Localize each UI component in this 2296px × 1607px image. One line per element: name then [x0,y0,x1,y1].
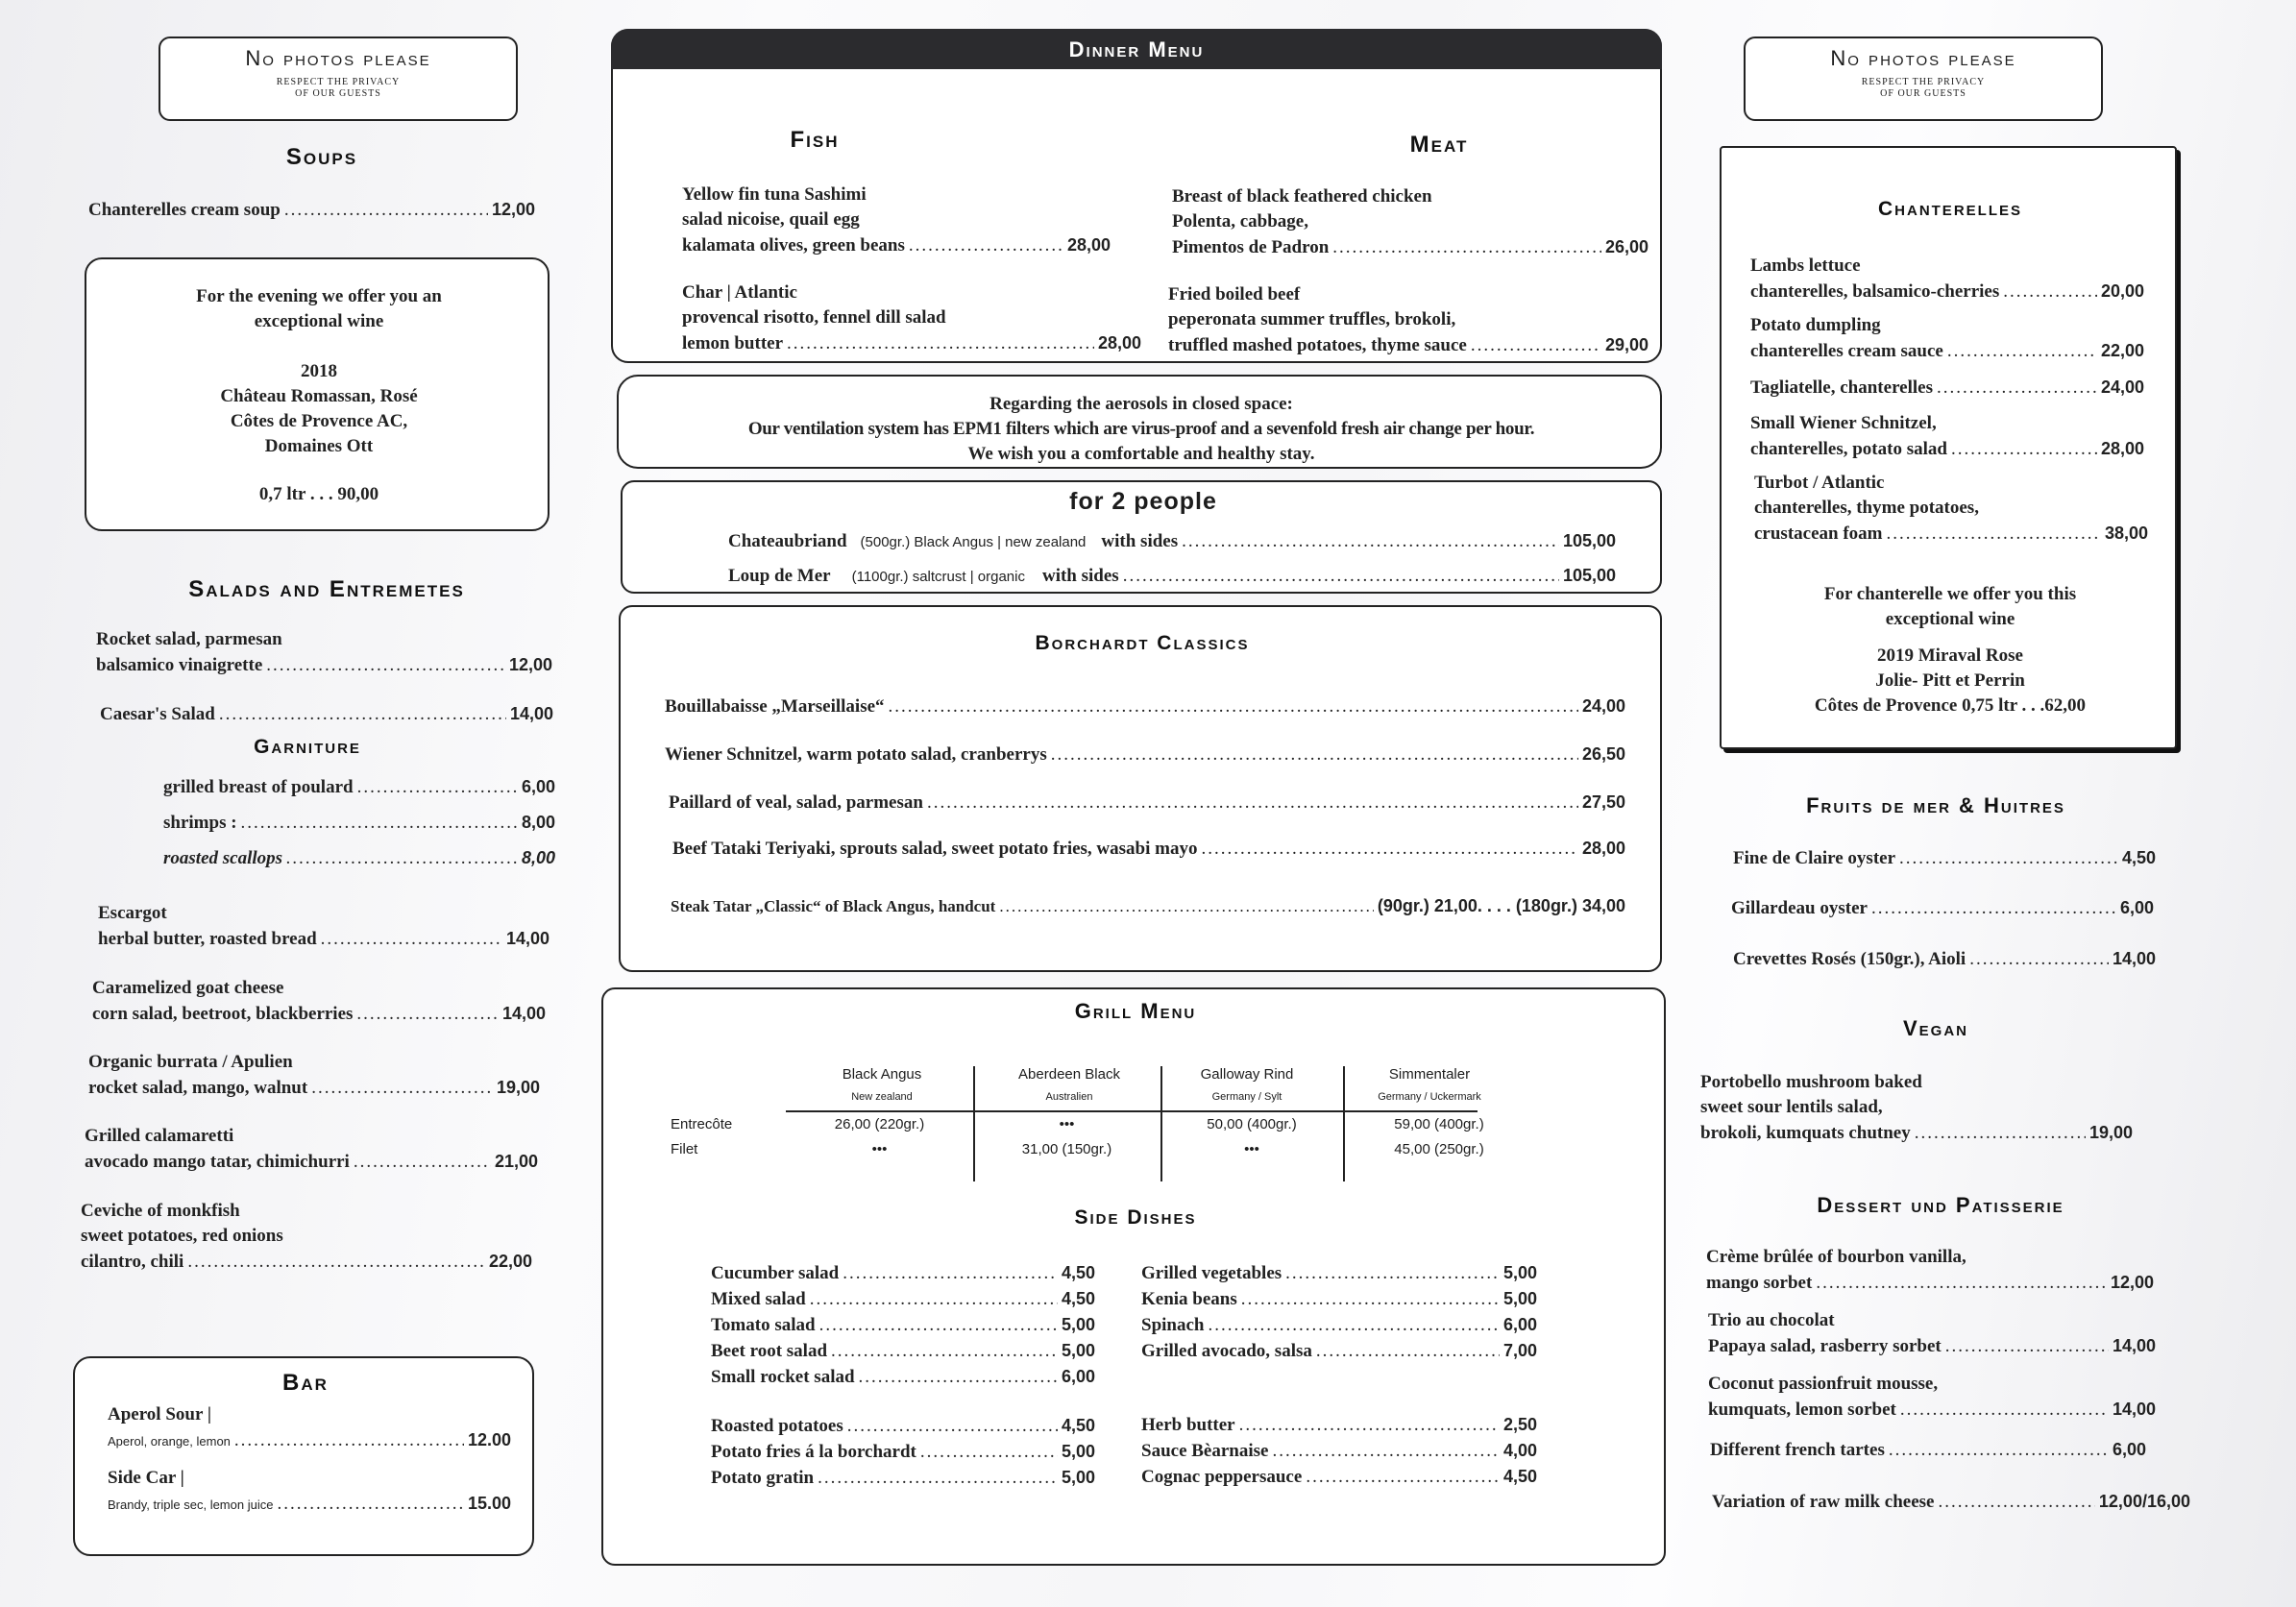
item-desc: sweet potatoes, red onions [81,1226,283,1246]
menu-item [98,901,550,952]
menu-item [96,627,552,678]
item-name: Trio au chocolat [1708,1310,1835,1330]
item-name: Fine de Claire oyster [1733,848,1896,868]
item-name: Mixed salad [711,1289,806,1309]
item-name: Fried boiled beef [1168,284,1301,304]
chanterelle-wine-line: 2019 Miraval Rose [1877,645,2023,666]
item-name: Small rocket salad [711,1367,855,1387]
item-price: 22,00 [488,1252,532,1271]
item-price: 14,00 [509,704,553,723]
item-desc: herbal butter, roasted bread [98,929,317,949]
item-price: 19,00 [496,1078,540,1097]
dinner-menu-box [611,29,1662,363]
item-price: 26,00 [1604,237,1649,256]
grill-col-origin: New zealand [851,1091,913,1103]
item-price: 2,50 [1502,1415,1537,1434]
item-desc: salad nicoise, quail egg [682,209,860,230]
item-name: Roasted potatoes [711,1416,843,1436]
item-desc: kumquats, lemon sorbet [1708,1400,1896,1420]
item-name: Turbot / Atlantic [1754,473,1885,493]
grill-row-cut: Entrecôte [671,1116,733,1132]
item-name: Lambs lettuce [1750,256,1861,276]
wine-name: Château Romassan, Rosé [220,386,418,406]
item-price: 105,00 [1562,531,1616,550]
menu-item [163,845,555,871]
item-price: 6,00 [1061,1367,1095,1386]
menu-item [672,836,1625,862]
menu-item [1141,1260,1537,1286]
item-name: Paillard of veal, salad, parmesan [669,792,923,813]
item-name: Sauce Bèarnaise [1141,1441,1269,1461]
fruits-de-mer-heading: Fruits de mer & Huitres [1806,793,2065,817]
item-name: Crevettes Rosés (150gr.), Aioli [1733,949,1966,969]
wine-year: 2018 [301,361,337,381]
item-desc: sweet sour lentils salad, [1700,1097,1883,1117]
item-price: 27,50 [1581,792,1625,812]
menu-item [711,1465,1095,1491]
chanterelle-wine-line: Jolie- Pitt et Perrin [1875,670,2025,691]
no-photos-subtitle: RESPECT THE PRIVACY [1861,77,1986,87]
item-desc: lemon butter [682,333,784,353]
grill-cell: ••• [1244,1141,1259,1157]
item-price: 105,00 [1562,566,1616,585]
item-name: Crème brûlée of bourbon vanilla, [1706,1247,1966,1267]
item-price: 5,00 [1061,1315,1095,1334]
menu-item [1750,313,2144,364]
item-name: Gillardeau oyster [1731,898,1868,918]
for-two-box [621,480,1662,594]
item-name: Potato dumpling [1750,315,1881,335]
item-name: Aperol Sour | [108,1404,211,1424]
menu-item [1750,375,2144,401]
garniture-heading: Garniture [254,736,361,758]
salads-heading: Salads and Entremetes [188,576,465,602]
menu-item [88,197,535,223]
item-price: 24,00 [1581,696,1625,716]
item-name: Potato fries á la borchardt [711,1442,916,1462]
grill-box [601,987,1666,1566]
item-name: Ceviche of monkfish [81,1201,240,1221]
menu-item [92,976,546,1027]
item-price: 5,00 [1502,1263,1537,1282]
item-name: Caesar's Salad [100,704,215,724]
vegan-heading: Vegan [1902,1016,1968,1040]
menu-item [711,1364,1095,1390]
classics-box [619,605,1662,972]
item-price: 14,00 [2112,1336,2156,1355]
item-desc: peperonata summer truffles, brokoli, [1168,309,1456,329]
chanterelle-wine-line: Côtes de Provence 0,75 ltr . . .62,00 [1814,695,2087,716]
menu-item [1750,254,2144,304]
item-name: Rocket salad, parmesan [96,629,282,649]
grill-col-name: Simmentaler [1388,1066,1471,1083]
item-price: 22,00 [2100,341,2144,360]
item-price: 14,00 [2112,1400,2156,1419]
item-name: Kenia beans [1141,1289,1237,1309]
item-price: 8,00 [521,848,555,867]
menu-item [1141,1312,1537,1338]
item-desc: mango sorbet [1706,1273,1813,1293]
item-name: Small Wiener Schnitzel, [1750,413,1937,433]
item-name: Tagliatelle, chanterelles [1750,377,1933,398]
item-desc: chanterelles cream sauce [1750,341,1943,361]
wine-offer-box [85,257,550,531]
grill-col-name: Aberdeen Black [1018,1066,1120,1083]
menu-item [1733,946,2156,972]
item-price: 12,00 [508,655,552,674]
grill-col-name: Galloway Rind [1200,1066,1294,1083]
menu-item [711,1439,1095,1465]
no-photos-title: No photos please [1830,46,2016,70]
item-name: Grilled calamaretti [85,1126,234,1146]
item-desc: chanterelles, thyme potatoes, [1754,498,1979,518]
item-name: Char | Atlantic [682,282,797,303]
item-price: 28,00 [1581,839,1625,858]
item-price: 4,00 [1502,1441,1537,1460]
item-name: Beef Tataki Teriyaki, sprouts salad, sweet potato fries, wasabi mayo [672,839,1198,859]
no-photos-notice-left [159,37,518,121]
wine-offer-line: exceptional wine [254,311,384,331]
item-name: Organic burrata / Apulien [88,1052,293,1072]
meat-heading: Meat [1409,132,1469,158]
item-detail: (1100gr.) saltcrust | organic [851,569,1025,585]
menu-item [1712,1489,2190,1515]
item-price: 12,00 [2110,1273,2154,1292]
item-price: 6,00 [1502,1315,1537,1334]
wine-name: Côtes de Provence AC, [230,411,408,431]
item-price: 7,00 [1502,1341,1537,1360]
item-price: 5,00 [1502,1289,1537,1308]
item-desc: Polenta, cabbage, [1172,211,1308,231]
grill-col-origin: Germany / Sylt [1211,1091,1282,1103]
menu-item [665,694,1625,719]
menu-item [711,1286,1095,1312]
item-name: Chateaubriand [728,531,847,551]
item-price: 15.00 [467,1494,511,1513]
grill-col-origin: Germany / Uckermark [1378,1091,1481,1103]
item-desc: cilantro, chili [81,1252,184,1272]
notice-line: We wish you a comfortable and healthy stay. [967,444,1315,464]
item-desc: Papaya salad, rasberry sorbet [1708,1336,1942,1356]
grill-cell: ••• [1059,1116,1075,1132]
menu-item [669,790,1625,816]
menu-item [711,1312,1095,1338]
item-name: Grilled vegetables [1141,1263,1282,1283]
notice-line: Regarding the aerosols in closed space: [989,394,1293,414]
item-price: 38,00 [2104,523,2148,543]
item-desc: chanterelles, potato salad [1750,439,1947,459]
item-price: 26,50 [1581,744,1625,764]
grill-col-name: Black Angus [842,1066,922,1083]
item-price: 14,00 [501,1004,546,1023]
item-name: Bouillabaisse „Marseillaise“ [665,696,885,717]
no-photos-subtitle: RESPECT THE PRIVACY [276,77,401,87]
dinner-menu-title: Dinner Menu [611,29,1662,69]
item-name: Side Car | [108,1468,184,1488]
item-price: (90gr.) 21,00. . . . (180gr.) 34,00 [1377,896,1625,915]
item-price: 19,00 [2088,1123,2133,1142]
menu-item [108,1402,511,1454]
item-price: 20,00 [2100,281,2144,301]
item-price: 12,00/16,00 [2098,1492,2190,1511]
item-name: Cognac peppersauce [1141,1467,1303,1487]
item-desc: avocado mango tatar, chimichurri [85,1152,350,1172]
item-price: 12,00 [491,200,535,219]
item-name: Herb butter [1141,1415,1235,1435]
menu-item [100,701,553,727]
menu-item [1141,1286,1537,1312]
menu-item [81,1199,532,1275]
item-price: 14,00 [505,929,550,948]
wine-price: 0,7 ltr . . . 90,00 [258,484,379,504]
item-price: 5,00 [1061,1442,1095,1461]
item-price: 5,00 [1061,1341,1095,1360]
menu-item [711,1338,1095,1364]
item-desc: Brandy, triple sec, lemon juice [108,1497,274,1512]
item-sides: with sides [1041,566,1119,586]
item-name: Portobello mushroom baked [1700,1072,1922,1092]
grill-header-rule [786,1110,1478,1112]
item-desc: kalamata olives, green beans [682,235,905,256]
bar-heading: Bar [282,1370,329,1396]
item-price: 28,00 [1066,235,1111,255]
no-photos-notice-right [1744,37,2103,121]
sides-right-list [1141,1260,1537,1490]
classics-heading: Borchardt Classics [1035,632,1250,654]
item-price: 4,50 [1061,1416,1095,1435]
grill-cell: ••• [871,1141,888,1157]
item-price: 5,00 [1061,1468,1095,1487]
chanterelles-heading: Chanterelles [1877,198,2022,220]
item-price: 4,50 [1061,1263,1095,1282]
menu-item [163,774,555,800]
item-price: 29,00 [1604,335,1649,354]
item-price: 24,00 [2100,377,2144,397]
bar-box [73,1356,534,1556]
menu-item [1710,1437,2146,1463]
menu-item [1708,1372,2156,1423]
item-sides: with sides [1101,531,1179,551]
grill-cell: 50,00 (400gr.) [1207,1116,1297,1132]
menu-item [108,1466,511,1518]
item-name: Grilled avocado, salsa [1141,1341,1312,1361]
item-price: 4,50 [1502,1467,1537,1486]
item-price: 4,50 [1061,1289,1095,1308]
item-name: Yellow fin tuna Sashimi [682,184,867,205]
item-name: Cucumber salad [711,1263,840,1283]
menu-item [1141,1338,1537,1364]
menu-item [665,742,1625,767]
item-desc: balsamico vinaigrette [96,655,263,675]
item-desc: corn salad, beetroot, blackberries [92,1004,354,1024]
item-name: Loup de Mer [728,566,831,586]
item-name: Steak Tatar „Classic“ of Black Angus, handcut [671,897,996,915]
item-price: 14,00 [2112,949,2156,968]
item-price: 12.00 [467,1430,511,1449]
menu-item [1141,1464,1537,1490]
grill-cell: 45,00 (250gr.) [1394,1141,1484,1157]
menu-item [1706,1245,2154,1296]
menu-item [88,1050,540,1101]
item-price: 6,00 [2119,898,2154,917]
item-price: 4,50 [2121,848,2156,867]
grill-heading: Grill Menu [1074,999,1197,1023]
item-name: Potato gratin [711,1468,815,1488]
item-detail: (500gr.) Black Angus | new zealand [860,534,1087,550]
item-price: 28,00 [1097,333,1141,353]
item-name: Caramelized goat cheese [92,978,284,998]
menu-item [728,528,1616,555]
menu-item [1172,184,1649,260]
item-name: Wiener Schnitzel, warm potato salad, cranberrys [665,744,1047,765]
chanterelle-wine-line: For chanterelle we offer you this [1823,584,2077,604]
menu-item [163,810,555,836]
grill-cell: 26,00 (220gr.) [834,1116,925,1132]
item-name: shrimps : [163,813,237,833]
item-name: Beet root salad [711,1341,828,1361]
menu-item [1731,895,2154,921]
item-price: 28,00 [2100,439,2144,458]
item-price: 6,00 [2112,1440,2146,1459]
item-name: Tomato salad [711,1315,816,1335]
item-price: 21,00 [494,1152,538,1171]
no-photos-title: No photos please [245,46,431,70]
item-desc: rocket salad, mango, walnut [88,1078,308,1098]
menu-item [1708,1308,2156,1359]
item-name: Spinach [1141,1315,1205,1335]
item-price: 8,00 [521,813,555,832]
wine-offer-line: For the evening we offer you an [196,286,442,306]
no-photos-subtitle: OF OUR GUESTS [295,88,381,99]
item-desc: Aperol, orange, lemon [108,1434,231,1449]
wine-name: Domaines Ott [264,436,374,456]
menu-item [1754,471,2148,547]
sides-left-list [711,1260,1095,1491]
chanterelles-box [1720,146,2177,749]
item-desc: truffled mashed potatoes, thyme sauce [1168,335,1467,355]
menu-item [728,563,1616,590]
menu-item [1168,282,1649,358]
menu-item [1700,1070,2133,1146]
chanterelle-wine-line: exceptional wine [1885,609,2015,629]
menu-item [711,1260,1095,1286]
menu-item [1733,845,2156,871]
menu-item [682,183,1111,258]
no-photos-subtitle: OF OUR GUESTS [1880,88,1966,99]
item-name: roasted scallops [163,848,283,868]
dessert-heading: Dessert und Patisserie [1817,1193,2064,1217]
grill-row-cut: Filet [671,1141,698,1157]
for-two-heading: for 2 people [1069,488,1217,515]
grill-cell: 59,00 (400gr.) [1394,1116,1484,1132]
item-desc: crustacean foam [1754,523,1883,544]
item-name: grilled breast of poulard [163,777,354,797]
grill-cell: 31,00 (150gr.) [1021,1141,1112,1157]
menu-item [1141,1438,1537,1464]
grill-table [671,1066,1612,1220]
item-name: Escargot [98,903,167,923]
item-desc: Pimentos de Padron [1172,237,1330,257]
menu-item [85,1124,538,1175]
item-name: Breast of black feathered chicken [1172,186,1432,207]
item-price: 6,00 [521,777,555,796]
item-name: Chanterelles cream soup [88,200,281,220]
menu-item [711,1413,1095,1439]
grill-col-origin: Australien [1045,1091,1093,1103]
menu-item [1750,411,2144,462]
item-desc: brokoli, kumquats chutney [1700,1123,1911,1143]
item-desc: chanterelles, balsamico-cherries [1750,281,2000,302]
item-name: Variation of raw milk cheese [1712,1492,1935,1512]
notice-line: Our ventilation system has EPM1 filters which are virus-proof and a sevenfold fresh air change per hour. [747,419,1535,439]
item-desc: provencal risotto, fennel dill salad [682,307,946,328]
fish-heading: Fish [790,127,840,153]
soups-heading: Soups [285,144,358,170]
menu-item [682,280,1141,356]
item-name: Different french tartes [1710,1440,1885,1460]
menu-item [1141,1412,1537,1438]
menu-item [671,893,1625,919]
ventilation-notice [617,375,1662,469]
side-dishes-heading: Side Dishes [1074,1206,1197,1229]
item-name: Coconut passionfruit mousse, [1708,1374,1939,1394]
